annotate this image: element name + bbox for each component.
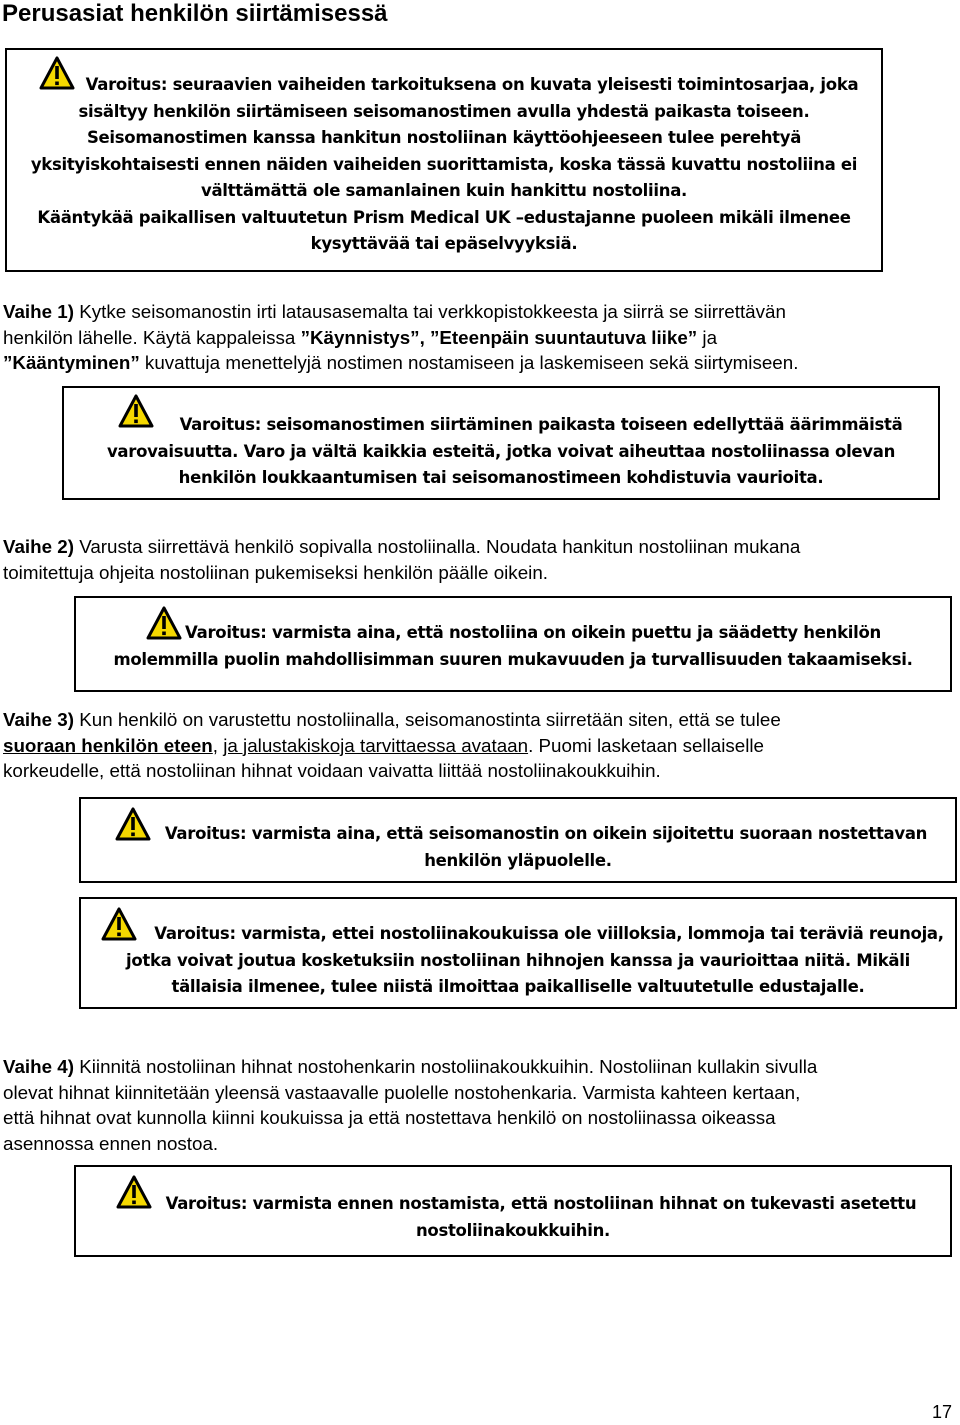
step-label: Vaihe 4) [3,1056,74,1077]
page-number: 17 [931,1402,952,1422]
warning-text: Kääntykää paikallisen valtuutetun Prism Medical UK –edustajanne puoleen mikäli ilmenee [37,207,851,227]
warning-text: Varoitus: varmista aina, että nostoliina on oikein puettu ja säädetty henkilön [185,623,881,642]
warning-text: molemmilla puolin mahdollisimman suuren mukavuuden ja turvallisuuden takaamiseksi. [113,649,913,669]
warning-box [74,596,952,692]
warning-text: Varoitus: seisomanostimen siirtäminen paikasta toiseen edellyttää äärimmäistä [179,415,903,434]
warning-text: Seisomanostimen kanssa hankitun nostoliinan käyttöohjeeseen tulee perehtyä [86,128,802,147]
warning-text: henkilön loukkaantumisen tai seisomanostimeen kohdistuvia vaurioita. [178,468,824,487]
warning-box [5,48,883,272]
warning-box [79,797,957,883]
step-3-paragraph: Vaihe 3) Kun henkilö on varustettu nostoliinalla, seisomanostinta siirretään siten, että se tulee suoraan henkilön eteen, ja jalustakiskoja tarvittaessa avataan. Puomi lasketaan sellaiselle korkeudelle, että nostoliinan hihnat voidaan vaivatta liittää nostoliinakoukkuihin. [3,709,781,781]
step-label: Vaihe 2) [3,536,74,557]
warning-text: Varoitus: seuraavien vaiheiden tarkoituksena on kuvata yleisesti toimintosarjaa, joka [85,75,859,94]
step-2-paragraph: Vaihe 2) Varusta siirrettävä henkilö sopivalla nostoliinalla. Noudata hankitun nostoliinan mukana toimitettuja ohjeita nostoliinan pukemiseksi henkilön päälle oikein. [3,536,801,583]
warning-triangle-icon [101,907,137,941]
warning-text: Varoitus: varmista aina, että seisomanostin on oikein sijoitettu suoraan nostettavan [164,824,928,843]
warning-text: sisältyy henkilön siirtämiseen seisomanostimen avulla yhdestä paikasta toiseen. [78,101,810,121]
warning-text: nostoliinakoukkuihin. [415,1220,611,1240]
page-title: Perusasiat henkilön siirtämisessä [2,0,388,27]
warning-box [62,386,940,500]
warning-text: kysyttävää tai epäselvyyksiä. [310,234,578,253]
warning-box [79,897,957,1009]
warning-text: tällaisia ilmenee, tulee niistä ilmoittaa paikalliselle valtuutetulle edustajalle. [171,977,865,996]
step-4-paragraph: Vaihe 4) Kiinnitä nostoliinan hihnat nostohenkarin nostoliinakoukkuihin. Nostoliinan kullakin sivulla olevat hihnat kiinnitetään yleensä vastaavalle puolelle nostohenkaria. Varmista kahteen kertaan, että hihnat ovat kunnolla kiinni koukuissa ja että nostettava henkilö on nostoliinassa oikeassa asennossa ennen nostoa. [3,1056,818,1154]
warning-text: yksityiskohtaisesti ennen näiden vaiheiden suorittamista, koska tässä kuvattu nostoliina ei [30,154,858,174]
step-1-paragraph: Vaihe 1) Kytke seisomanostin irti latausasemalta tai verkkopistokkeesta ja siirrä se siirrettävän henkilön lähelle. Käytä kappaleissa ”Käynnistys”, ”Eteenpäin suuntautuva liike” ja ”Kääntyminen” kuvattuja menettelyjä nostimen nostamiseen ja laskemiseen sekä siirtymiseen. [3,301,799,373]
warning-triangle-icon [115,807,151,841]
warning-triangle-icon [116,1175,152,1209]
warning-triangle-icon [118,394,154,428]
warning-text: välttämättä ole samanlainen kuin hankittu nostoliina. [201,181,687,200]
step-label: Vaihe 1) [3,301,74,322]
warning-triangle-icon [146,606,182,640]
warning-text: Varoitus: varmista, ettei nostoliinakoukuissa ole viilloksia, lommoja tai teräviä reunoja, [154,924,944,943]
warning-text: Varoitus: varmista ennen nostamista, että nostoliinan hihnat on tukevasti asetettu [165,1194,917,1213]
warning-text: varovaisuutta. Varo ja vältä kaikkia esteitä, jotka voivat aiheuttaa nostoliinassa olevan [106,441,896,461]
warning-triangle-icon [39,56,75,90]
warning-box [74,1165,952,1257]
warning-text: henkilön yläpuolelle. [424,850,612,870]
step-label: Vaihe 3) [3,709,74,730]
warning-text: jotka voivat joutua kosketuksiin nostoliinan hihnojen kanssa ja vaurioittaa niitä. Mikäli [126,950,910,970]
